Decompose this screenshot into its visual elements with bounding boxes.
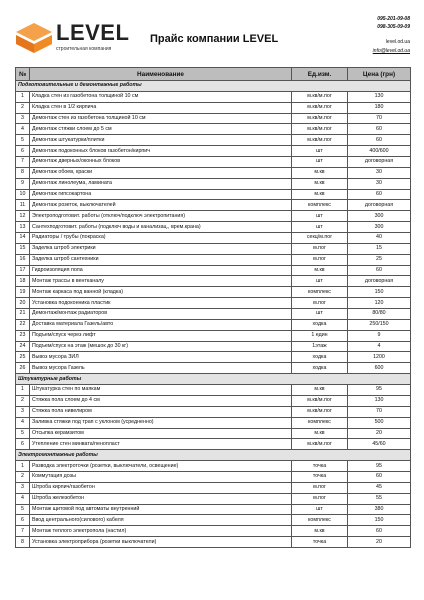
- table-row: [16, 428, 411, 439]
- row-number: 23: [16, 330, 30, 341]
- service-name: Вывоз мусора Газель: [30, 363, 292, 374]
- unit-cell: м.кв/м.пог: [292, 91, 348, 102]
- row-number: 22: [16, 319, 30, 330]
- service-name: Ввод центрального(силового) кабеля: [30, 515, 292, 526]
- table-row: [16, 482, 411, 493]
- price-cell: 20: [348, 428, 411, 439]
- row-number: 18: [16, 276, 30, 287]
- row-number: 7: [16, 157, 30, 168]
- page-title: Прайс компании LEVEL: [150, 33, 279, 45]
- row-number: 3: [16, 482, 30, 493]
- service-name: Демонтаж/монтаж радиаторов: [30, 309, 292, 320]
- company-logo: [14, 22, 142, 54]
- service-name: Радиаторы / трубы (покраска): [30, 233, 292, 244]
- unit-cell: комплекс: [292, 417, 348, 428]
- price-cell: 300: [348, 211, 411, 222]
- price-cell: 80/80: [348, 309, 411, 320]
- service-name: Демонтаж штукатурки/плитки: [30, 135, 292, 146]
- table-row: [16, 167, 411, 178]
- row-number: 4: [16, 417, 30, 428]
- unit-cell: 1этаж: [292, 341, 348, 352]
- unit-cell: комплекс: [292, 287, 348, 298]
- price-cell: 130: [348, 91, 411, 102]
- table-row: [16, 363, 411, 374]
- service-name: Демонтаж обоев, краски: [30, 167, 292, 178]
- row-number: 16: [16, 254, 30, 265]
- unit-cell: м.кв/м.пог: [292, 124, 348, 135]
- price-cell: 70: [348, 406, 411, 417]
- section-row: [16, 81, 411, 92]
- table-row: [16, 493, 411, 504]
- table-row: [16, 157, 411, 168]
- price-cell: 150: [348, 515, 411, 526]
- table-row: [16, 146, 411, 157]
- row-number: 2: [16, 395, 30, 406]
- row-number: 17: [16, 265, 30, 276]
- row-number: 1: [16, 385, 30, 396]
- row-number: 6: [16, 439, 30, 450]
- unit-cell: ходка: [292, 319, 348, 330]
- service-name: Демонтаж дверных/оконных блоков: [30, 157, 292, 168]
- table-row: [16, 189, 411, 200]
- price-cell: 1200: [348, 352, 411, 363]
- row-number: 2: [16, 471, 30, 482]
- row-number: 15: [16, 243, 30, 254]
- header-num: №: [16, 68, 30, 81]
- unit-cell: шт: [292, 504, 348, 515]
- row-number: 5: [16, 135, 30, 146]
- row-number: 14: [16, 233, 30, 244]
- row-number: 25: [16, 352, 30, 363]
- table-row: [16, 222, 411, 233]
- service-name: Заливка стяжки под трап с уклоном (усредненно): [30, 417, 292, 428]
- service-name: Сантехподготовит. работы (подключ воды и канализац., врем.крана): [30, 222, 292, 233]
- row-number: 4: [16, 124, 30, 135]
- row-number: 6: [16, 146, 30, 157]
- row-number: 7: [16, 526, 30, 537]
- page-header: [0, 0, 424, 64]
- unit-cell: м.кв/м.пог: [292, 113, 348, 124]
- service-name: Электроподготовит. работы (отключ/подключ электропитания): [30, 211, 292, 222]
- price-cell: 600: [348, 363, 411, 374]
- unit-cell: м.кв: [292, 385, 348, 396]
- brand-tagline: строительная компания: [56, 46, 112, 52]
- unit-cell: шт: [292, 146, 348, 157]
- service-name: Демонтаж розеток, выключателей: [30, 200, 292, 211]
- price-cell: 500: [348, 417, 411, 428]
- service-name: Демонтаж линолеума, ламината: [30, 178, 292, 189]
- price-cell: договорная: [348, 200, 411, 211]
- unit-cell: м.кв/м.пог: [292, 395, 348, 406]
- table-row: [16, 243, 411, 254]
- service-name: Гидроизоляция пола: [30, 265, 292, 276]
- unit-cell: м.кв/м.пог: [292, 406, 348, 417]
- service-name: Кладка стен в 1/2 кирпича: [30, 102, 292, 113]
- unit-cell: м.пог: [292, 482, 348, 493]
- row-number: 26: [16, 363, 30, 374]
- table-row: [16, 254, 411, 265]
- service-name: Разводка электроточки (розетки, выключатели, освещение): [30, 461, 292, 472]
- table-row: [16, 276, 411, 287]
- unit-cell: точка: [292, 537, 348, 548]
- phone-1: 095-201-09-08: [377, 16, 410, 22]
- unit-cell: м.пог: [292, 243, 348, 254]
- service-name: Штроба кирпич/газобетон: [30, 482, 292, 493]
- table-row: [16, 265, 411, 276]
- unit-cell: комплекс: [292, 515, 348, 526]
- price-cell: 45: [348, 482, 411, 493]
- table-row: [16, 200, 411, 211]
- table-row: [16, 298, 411, 309]
- service-name: Отсыпка керамзитом: [30, 428, 292, 439]
- price-cell: договорная: [348, 276, 411, 287]
- price-cell: 95: [348, 385, 411, 396]
- table-row: [16, 395, 411, 406]
- table-row: [16, 211, 411, 222]
- unit-cell: м.кв: [292, 265, 348, 276]
- row-number: 12: [16, 211, 30, 222]
- header-unit: Ед.изм.: [292, 68, 348, 81]
- price-cell: 60: [348, 471, 411, 482]
- table-row: [16, 439, 411, 450]
- unit-cell: комплекс: [292, 200, 348, 211]
- table-row: [16, 102, 411, 113]
- service-name: Демонтаж стяжки слоем до 5 см: [30, 124, 292, 135]
- price-cell: договорная: [348, 157, 411, 168]
- service-name: Монтаж теплого электропола (настил): [30, 526, 292, 537]
- service-name: Установка подоконника пластик: [30, 298, 292, 309]
- table-row: [16, 319, 411, 330]
- service-name: Вывоз мусора ЗИЛ: [30, 352, 292, 363]
- price-cell: 180: [348, 102, 411, 113]
- price-cell: 70: [348, 113, 411, 124]
- service-name: Доставка материала Газель/авто: [30, 319, 292, 330]
- unit-cell: ходка: [292, 352, 348, 363]
- website: level.od.ua: [385, 39, 410, 46]
- service-name: Кладка стен из газобетона толщиной 10 см: [30, 91, 292, 102]
- price-cell: 30: [348, 167, 411, 178]
- service-name: Демонтаж стен из газобетона толщиной 10 см: [30, 113, 292, 124]
- logo-icon: [14, 22, 54, 54]
- service-name: Подъем/спуск на этаж (мешок до 30 кг): [30, 341, 292, 352]
- service-name: Демонтаж гипсокартона: [30, 189, 292, 200]
- table-row: [16, 406, 411, 417]
- unit-cell: м.кв/м.пог: [292, 135, 348, 146]
- service-name: Утепление стен минвата/пенопласт: [30, 439, 292, 450]
- table-row: [16, 417, 411, 428]
- price-cell: 60: [348, 124, 411, 135]
- price-cell: 30: [348, 178, 411, 189]
- price-cell: 60: [348, 189, 411, 200]
- price-cell: 95: [348, 461, 411, 472]
- unit-cell: м.кв: [292, 428, 348, 439]
- price-cell: 55: [348, 493, 411, 504]
- service-name: Монтаж щитовой под автоматы внутренний: [30, 504, 292, 515]
- unit-cell: шт: [292, 211, 348, 222]
- unit-cell: 1 един: [292, 330, 348, 341]
- unit-cell: м.пог: [292, 493, 348, 504]
- row-number: 13: [16, 222, 30, 233]
- service-name: Заделка штроб электрики: [30, 243, 292, 254]
- table-row: [16, 385, 411, 396]
- service-name: Демонтаж подоконных блоков газобетон/кирпич: [30, 146, 292, 157]
- service-name: Коммутация дозы: [30, 471, 292, 482]
- row-number: 3: [16, 113, 30, 124]
- table-row: [16, 178, 411, 189]
- price-cell: 9: [348, 330, 411, 341]
- table-row: [16, 515, 411, 526]
- row-number: 8: [16, 537, 30, 548]
- phone-2: 098-305-09-09: [377, 24, 410, 31]
- unit-cell: шт: [292, 276, 348, 287]
- unit-cell: м.кв: [292, 189, 348, 200]
- table-row: [16, 330, 411, 341]
- unit-cell: м.пог: [292, 254, 348, 265]
- price-cell: 60: [348, 135, 411, 146]
- price-cell: 45/60: [348, 439, 411, 450]
- unit-cell: м.кв/м.пог: [292, 439, 348, 450]
- unit-cell: м.кв: [292, 167, 348, 178]
- section-title: Электромонтажные работы: [16, 450, 411, 461]
- row-number: 1: [16, 91, 30, 102]
- table-header-row: [16, 68, 411, 81]
- unit-cell: м.пог: [292, 298, 348, 309]
- section-title: Подготовительные и демонтажные работы: [16, 81, 411, 92]
- service-name: Штроба железобетон: [30, 493, 292, 504]
- row-number: 19: [16, 287, 30, 298]
- price-cell: 250/150: [348, 319, 411, 330]
- price-cell: 300: [348, 222, 411, 233]
- unit-cell: точка: [292, 471, 348, 482]
- row-number: 9: [16, 178, 30, 189]
- row-number: 1: [16, 461, 30, 472]
- table-row: [16, 526, 411, 537]
- price-cell: 20: [348, 537, 411, 548]
- row-number: 5: [16, 504, 30, 515]
- table-row: [16, 341, 411, 352]
- service-name: Стяжка пола слоем до 4 см: [30, 395, 292, 406]
- section-title: Штукатурные работы: [16, 374, 411, 385]
- table-row: [16, 504, 411, 515]
- table-row: [16, 471, 411, 482]
- price-cell: 40: [348, 233, 411, 244]
- service-name: Подъем/спуск через лифт: [30, 330, 292, 341]
- row-number: 4: [16, 493, 30, 504]
- price-cell: 130: [348, 395, 411, 406]
- unit-cell: м.кв: [292, 178, 348, 189]
- section-row: [16, 374, 411, 385]
- table-row: [16, 461, 411, 472]
- price-cell: 4: [348, 341, 411, 352]
- table-row: [16, 233, 411, 244]
- table-row: [16, 537, 411, 548]
- row-number: 2: [16, 102, 30, 113]
- price-cell: 60: [348, 265, 411, 276]
- table-row: [16, 352, 411, 363]
- row-number: 20: [16, 298, 30, 309]
- unit-cell: м.кв/м.пог: [292, 102, 348, 113]
- row-number: 8: [16, 167, 30, 178]
- price-cell: 150: [348, 287, 411, 298]
- row-number: 10: [16, 189, 30, 200]
- row-number: 5: [16, 428, 30, 439]
- unit-cell: шт: [292, 157, 348, 168]
- service-name: Установка электроприбора (розетки выключатели): [30, 537, 292, 548]
- brand-name: LEVEL: [56, 20, 130, 45]
- unit-cell: шт: [292, 309, 348, 320]
- price-cell: 25: [348, 254, 411, 265]
- unit-cell: ходка: [292, 363, 348, 374]
- row-number: 3: [16, 406, 30, 417]
- table-row: [16, 135, 411, 146]
- unit-cell: м.кв: [292, 526, 348, 537]
- row-number: 11: [16, 200, 30, 211]
- unit-cell: секц/м.пог: [292, 233, 348, 244]
- unit-cell: шт: [292, 222, 348, 233]
- price-cell: 400/600: [348, 146, 411, 157]
- email: info@level.od.ua: [372, 47, 410, 54]
- table-row: [16, 91, 411, 102]
- price-table: [15, 67, 411, 548]
- price-cell: 60: [348, 526, 411, 537]
- table-row: [16, 309, 411, 320]
- row-number: 21: [16, 309, 30, 320]
- row-number: 6: [16, 515, 30, 526]
- contacts-block: [373, 15, 410, 55]
- section-row: [16, 450, 411, 461]
- service-name: Стяжка пола нивелиром: [30, 406, 292, 417]
- row-number: 24: [16, 341, 30, 352]
- table-row: [16, 113, 411, 124]
- service-name: Монтаж трассы в вентканалу: [30, 276, 292, 287]
- price-cell: 15: [348, 243, 411, 254]
- service-name: Заделка штроб сантехники: [30, 254, 292, 265]
- table-row: [16, 287, 411, 298]
- service-name: Штукатурка стен по маякам: [30, 385, 292, 396]
- header-name: Наименование: [30, 68, 292, 81]
- table-row: [16, 124, 411, 135]
- price-cell: 380: [348, 504, 411, 515]
- unit-cell: точка: [292, 461, 348, 472]
- price-cell: 120: [348, 298, 411, 309]
- service-name: Монтаж каркаса под ванной (кладка): [30, 287, 292, 298]
- header-price: Цена (грн): [348, 68, 411, 81]
